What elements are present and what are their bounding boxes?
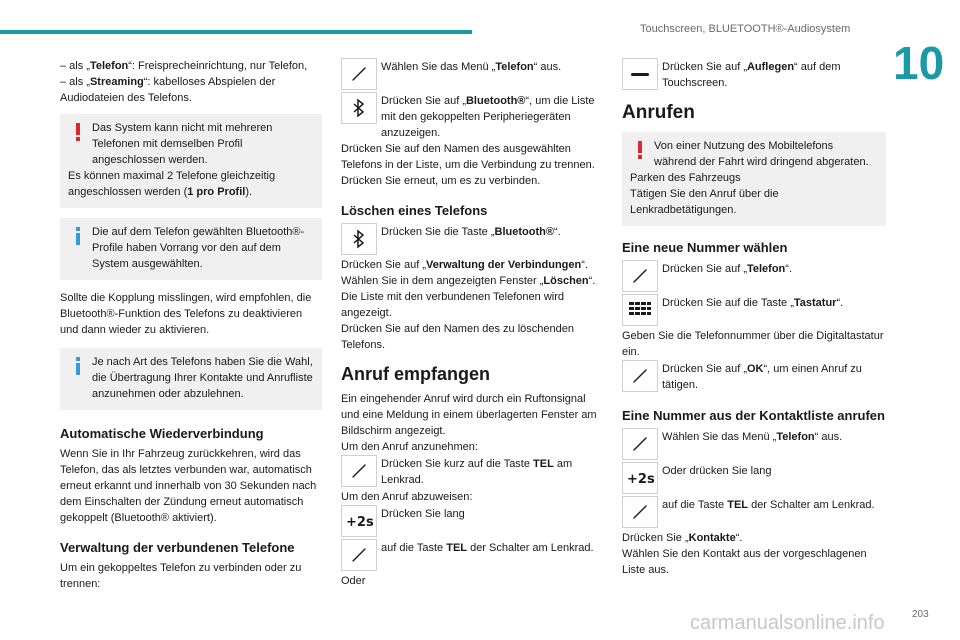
warning-note-profiles: Das System kann nicht mit mehreren Telefonen mit demselben Profil angeschlossen werden. Es können maximal 2 Telefone gleichzeitig angeschlossen werden (1 pro Profil).	[60, 114, 322, 208]
keypad-icon	[622, 294, 658, 326]
heading-auto-reconnect: Automatische Wiederverbindung	[60, 426, 264, 441]
info-icon	[71, 227, 85, 245]
bluetooth-icon	[341, 92, 377, 124]
steering-tel-icon	[341, 505, 377, 537]
phone-icon	[341, 455, 377, 487]
heading-contact-call: Eine Nummer aus der Kontaktliste anrufen	[622, 408, 885, 423]
heading-new-number: Eine neue Nummer wählen	[622, 240, 788, 255]
column-2: Wählen Sie das Menü „Telefon“ aus. Drücken Sie auf „Bluetooth®“, um die Liste mit den gekoppelten Peripheriegeräten anzuzeigen. Drücken Sie auf den Namen des ausgewählten Telefons in der Liste, um die Verbindung zu trennen. Drücken Sie erneut, um es zu verbinden. Löschen eines Telefons Drücken Sie die Taste „Bluetooth®“. Drücken Sie auf „Verwaltung der Verbindungen“. Wählen Sie in dem angezeigten Fenster „Löschen“. Die Liste mit den verbundenen Telefonen wird angezeigt. Drücken Sie auf den Namen des zu löschenden Telefons. Anruf empfangen Ein eingehender Anruf wird durch ein Ruftonsignal und eine Meldung in einem überlagerten Fenster am Bildschirm angezeigt. Um den Anruf anzunehmen: Drücken Sie kurz auf die Taste TEL am Lenkrad. Um den Anruf abzuweisen: +2s Drücken Sie lang auf die Taste TEL der Schalter am Lenkrad. Oder	[341, 58, 603, 589]
step-bluetooth-list: Drücken Sie auf „Bluetooth®“, um die Liste mit den gekoppelten Peripheriegeräten anzuzeigen.	[341, 92, 603, 141]
heading-delete-phone: Löschen eines Telefons	[341, 203, 488, 218]
step-press-ok: Drücken Sie auf „OK“, um einen Anruf zu tätigen.	[622, 360, 886, 394]
step-menu-telefon: Wählen Sie das Menü „Telefon“ aus.	[622, 428, 886, 462]
heading-make-call: Anrufen	[622, 102, 695, 123]
manage-phones-text: Um ein gekoppeltes Telefon zu verbinden oder zu trennen:	[60, 562, 302, 590]
page-number: 203	[912, 609, 929, 620]
step-accept-call: Drücken Sie kurz auf die Taste TEL am Lenkrad.	[341, 455, 603, 489]
phone-icon	[622, 360, 658, 392]
disconnect-text: Drücken Sie auf den Namen des ausgewählten Telefons in der Liste, um die Verbindung zu trennen.	[341, 143, 595, 171]
phone-icon	[341, 58, 377, 90]
info-note-profiles: Die auf dem Telefon gewählten Bluetooth®-Profile haben Vorrang vor den auf dem System ausgewählten.	[60, 218, 322, 280]
bluetooth-icon	[341, 223, 377, 255]
phone-icon	[341, 539, 377, 571]
phone-icon	[622, 496, 658, 528]
bullet-telefon: – als „Telefon“: Freisprecheinrichtung, nur Telefon,	[60, 60, 308, 72]
bullet-streaming: – als „Streaming“: kabelloses Abspielen der Audiodateien des Telefons.	[60, 76, 276, 104]
step-long-press: +2s Oder drücken Sie lang	[622, 462, 886, 496]
warning-icon	[633, 141, 647, 159]
warning-note-driving: Von einer Nutzung des Mobiltelefons während der Fahrt wird dringend abgeraten. Parken des Fahrzeugs Tätigen Sie den Anruf über die Lenkradbetätigungen.	[622, 132, 886, 226]
header-bar	[0, 30, 472, 34]
step-tel-button: auf die Taste TEL der Schalter am Lenkrad.	[622, 496, 886, 530]
phone-icon	[622, 260, 658, 292]
step-press-keypad: Drücken Sie auf die Taste „Tastatur“.	[622, 294, 886, 328]
phone-icon	[622, 428, 658, 460]
auto-reconnect-text: Wenn Sie in Ihr Fahrzeug zurückkehren, wird das Telefon, das als letztes verbunden war, automatisch erneut erkannt und innerhalb von 30 Sekunden nach dem Einschalten der Zündung erneut automatisch gekoppelt (Bluetooth® aktiviert).	[60, 448, 317, 524]
watermark: carmanualsonline.info	[690, 612, 885, 634]
header-title: Touchscreen, BLUETOOTH®-Audiosystem	[640, 23, 851, 35]
warning-icon	[71, 123, 85, 141]
steering-tel-icon	[622, 462, 658, 494]
step-press-telefon: Drücken Sie auf „Telefon“.	[622, 260, 886, 294]
pairing-failure-text: Sollte die Kopplung misslingen, wird empfohlen, die Bluetooth®-Funktion des Telefons zu deaktivieren und dann wieder zu aktivieren.	[60, 292, 312, 336]
column-1	[60, 58, 322, 592]
step-reject-tel: auf die Taste TEL der Schalter am Lenkrad.	[341, 539, 603, 573]
heading-manage-phones: Verwaltung der verbundenen Telefone	[60, 540, 295, 555]
svg-text:+2s: +2s	[346, 515, 374, 530]
svg-text:+2s: +2s	[627, 472, 655, 487]
step-select-telefon: Wählen Sie das Menü „Telefon“ aus.	[341, 58, 603, 92]
heading-receive-call: Anruf empfangen	[341, 364, 491, 384]
chapter-number: 10	[893, 37, 945, 89]
step-hangup: Drücken Sie auf „Auflegen“ auf dem Touchscreen.	[622, 58, 886, 92]
reconnect-text: Drücken Sie erneut, um es zu verbinden.	[341, 175, 541, 187]
column-3: Drücken Sie auf „Auflegen“ auf dem Touchscreen. Anrufen Von einer Nutzung des Mobiltelefons während der Fahrt wird dringend abgeraten. Parken des Fahrzeugs Tätigen Sie den Anruf über die Lenkradbetätigungen. Eine neue Nummer wählen Drücken Sie auf „Telefon“. Drücken Sie auf die Taste „Tastatur“. Geben Sie die Telefonnummer über die Digitaltastatur ein. Drücken Sie auf „OK“, um einen Anruf zu tätigen. Eine Nummer aus der Kontaktliste anrufen Wählen Sie das Menü „Telefon“ aus. +2s Oder drücken Sie lang auf die Taste TEL der Schalter am Lenkrad. Drücken Sie „Kontakte“. Wählen Sie den Kontakt aus der vorgeschlagenen Liste aus.	[622, 58, 886, 578]
info-icon	[71, 357, 85, 375]
step-press-bluetooth: Drücken Sie die Taste „Bluetooth®“.	[341, 223, 603, 257]
step-reject-long: +2s Drücken Sie lang	[341, 505, 603, 539]
hangup-icon	[622, 58, 658, 90]
info-note-contacts: Je nach Art des Telefons haben Sie die Wahl, die Übertragung Ihrer Kontakte und Anrufliste anzunehmen oder abzulehnen.	[60, 348, 322, 410]
